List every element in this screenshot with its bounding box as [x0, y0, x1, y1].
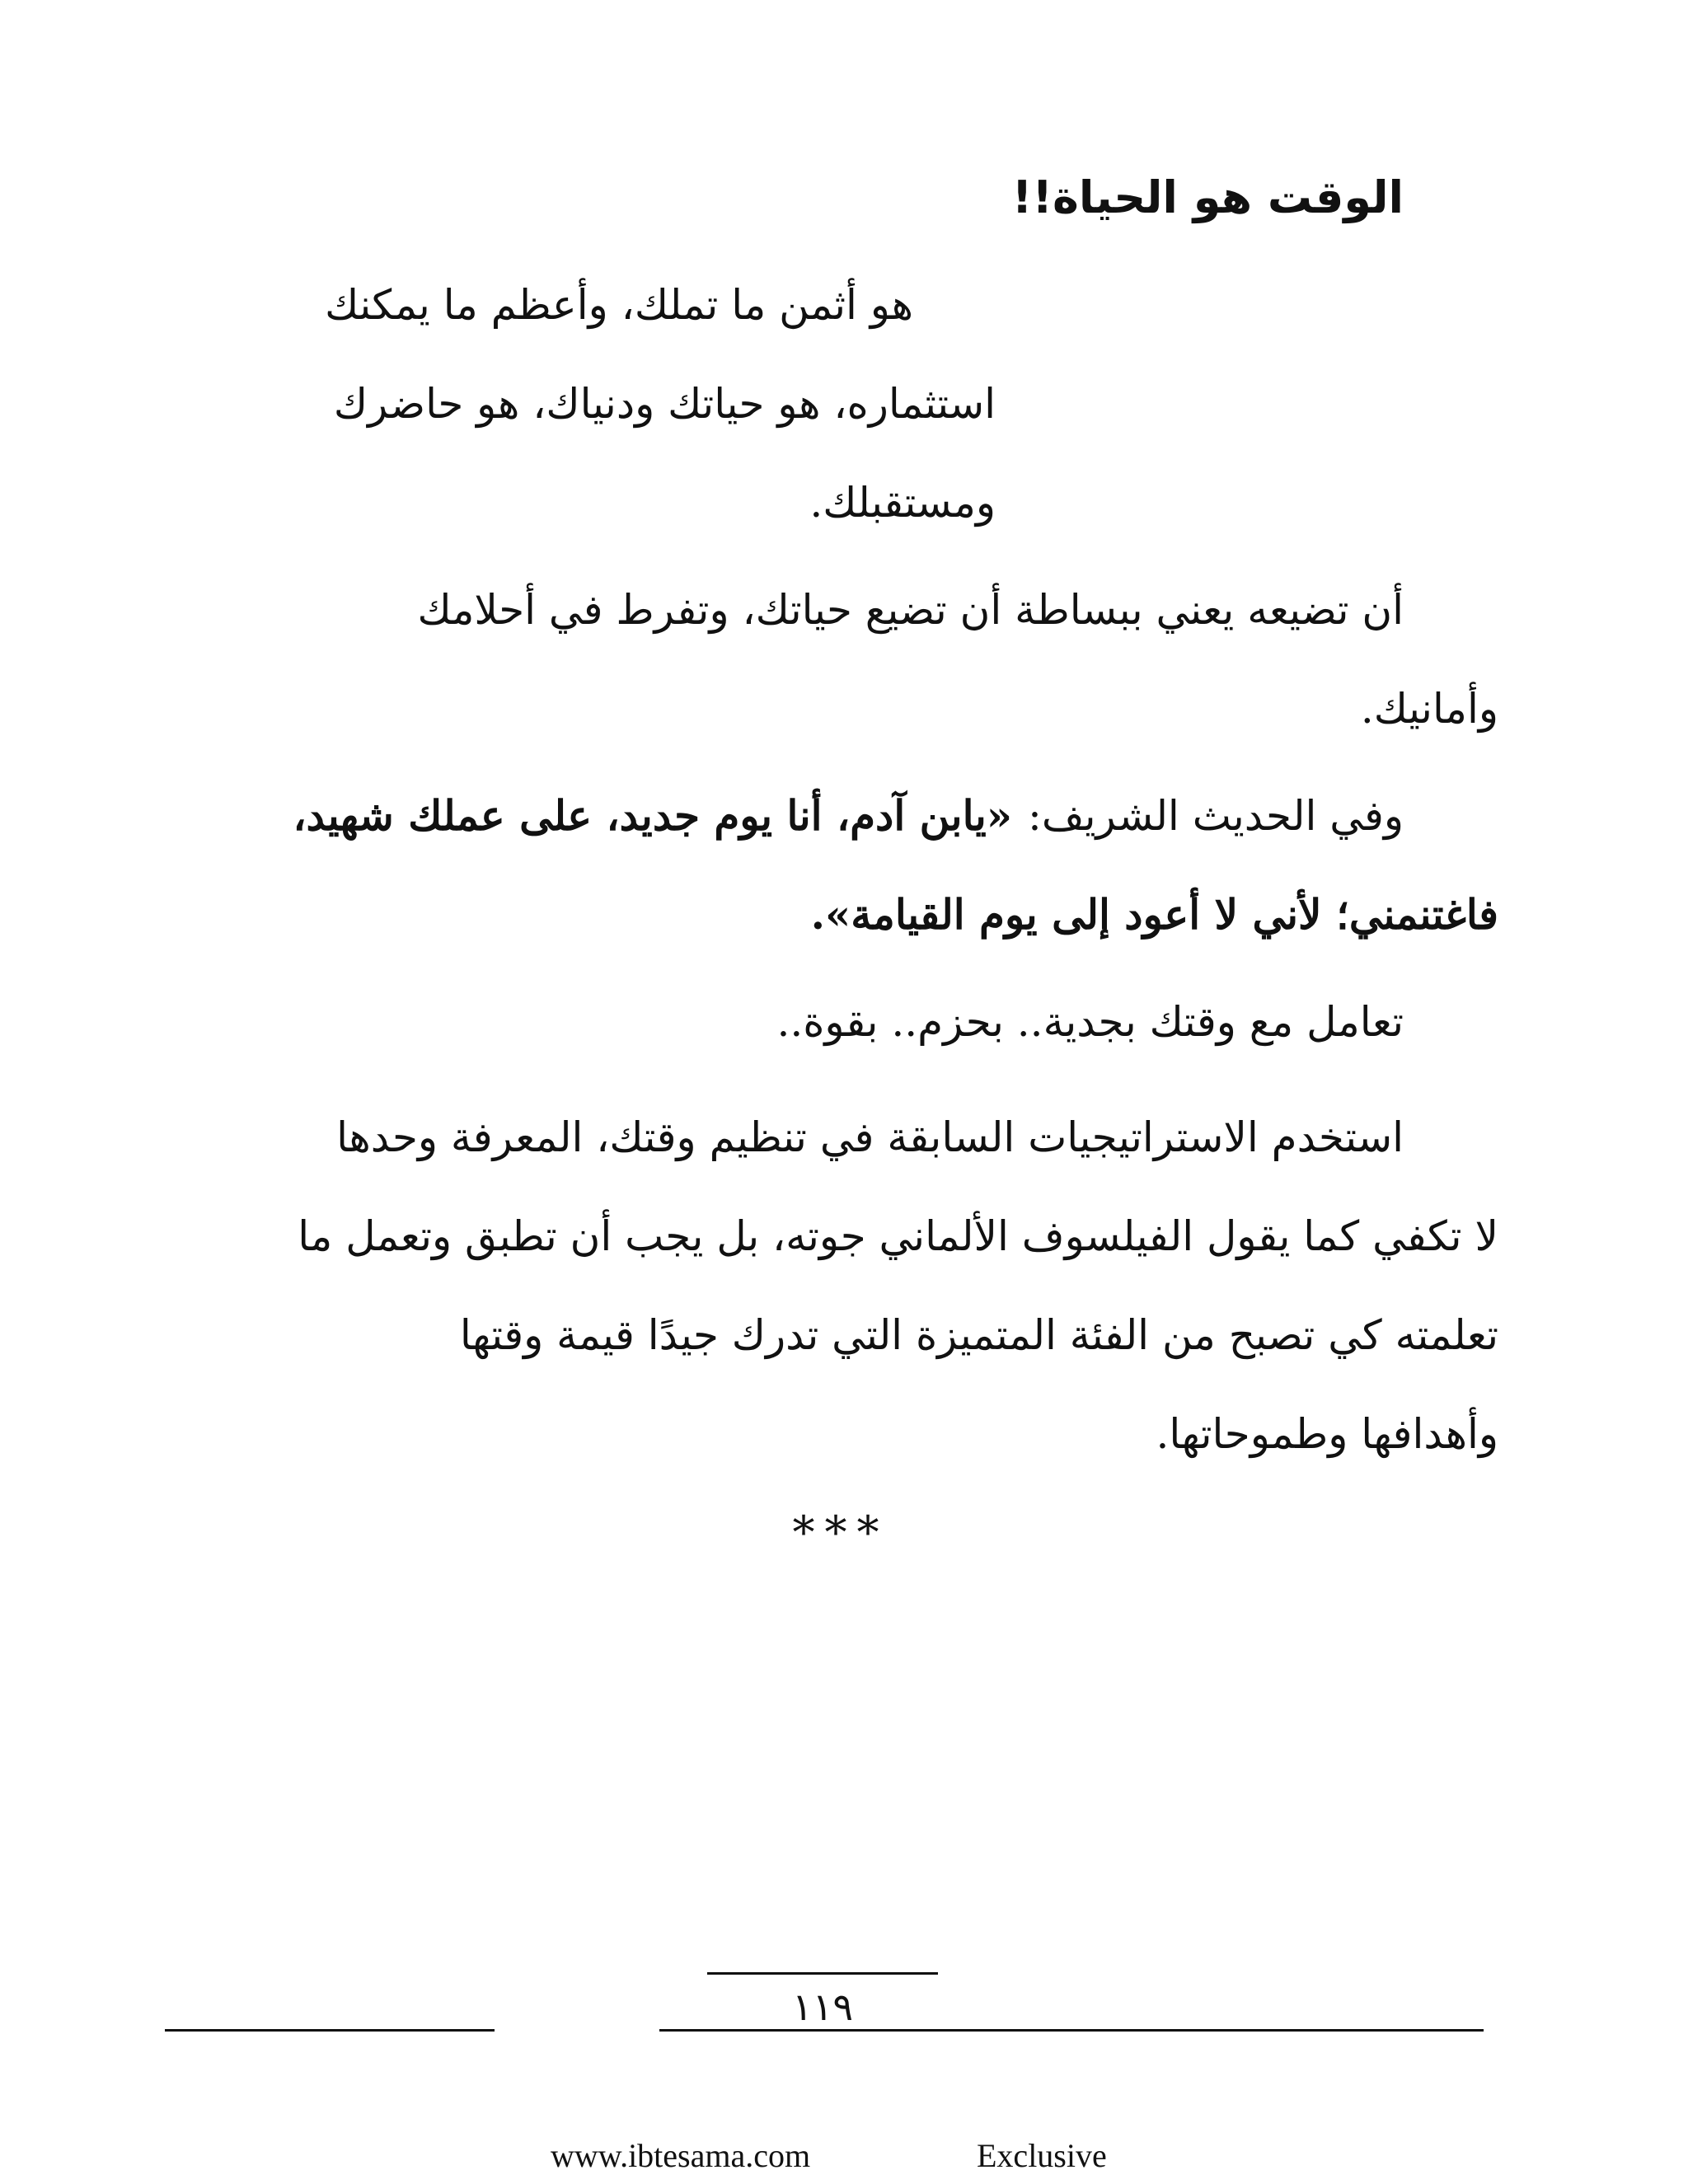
paragraph-line: تعامل مع وقتك بجدية.. بحزم.. بقوة..: [776, 998, 1404, 1046]
section-separator: ***: [792, 1507, 889, 1558]
hadith-quote-line: فاغتنمني؛ لأني لا أعود إلى يوم القيامة».: [810, 890, 1498, 939]
footer-tag: Exclusive: [977, 2137, 1107, 2174]
footer-website: www.ibtesama.com: [551, 2137, 811, 2174]
page-number-rule-top: [707, 1972, 938, 1975]
paragraph-line: استثماره، هو حياتك ودنياك، هو حاضرك: [333, 380, 996, 428]
hadith-quote-line: «يابن آدم، أنا يوم جديد، على عملك شهيد،: [293, 791, 1012, 840]
paragraph-line: وأهدافها وطموحاتها.: [1156, 1410, 1498, 1458]
paragraph-line: استخدم الاستراتيجيات السابقة في تنظيم وقتك، المعرفة وحدها: [336, 1113, 1404, 1161]
footer-rule-left: [165, 2029, 495, 2032]
paragraph-line: أن تضيعه يعني ببساطة أن تضيع حياتك، وتفرط في أحلامك: [417, 586, 1404, 634]
page-number: ١١٩: [791, 1985, 854, 2029]
hadith-intro: وفي الحديث الشريف:: [1027, 792, 1404, 840]
paragraph-line: تعلمته كي تصبح من الفئة المتميزة التي تدرك جيدًا قيمة وقتها: [459, 1311, 1498, 1359]
paragraph-line: وأمانيك.: [1360, 685, 1498, 733]
footer-rule-right: [659, 2029, 1484, 2032]
paragraph-line: لا تكفي كما يقول الفيلسوف الألماني جوته، بل يجب أن تطبق وتعمل ما: [298, 1212, 1498, 1260]
paragraph-line: هو أثمن ما تملك، وأعظم ما يمكنك: [325, 281, 913, 329]
page-title: الوقت هو الحياة!!: [1011, 171, 1404, 223]
paragraph-line: ومستقبلك.: [809, 479, 996, 527]
